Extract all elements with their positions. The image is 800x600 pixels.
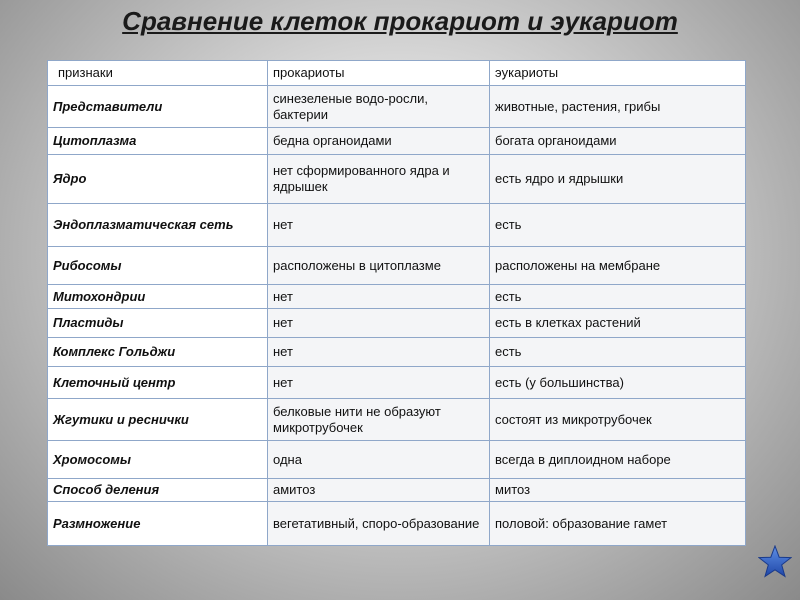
prokaryotes-cell: амитоз [268,479,490,502]
eukaryotes-cell: расположены на мембране [490,247,746,285]
table-row [48,441,746,479]
table-row [48,285,746,309]
prokaryotes-cell: нет [268,309,490,338]
header-features: признаки [48,61,268,86]
table-row [48,155,746,204]
table-row [48,479,746,502]
eukaryotes-cell: митоз [490,479,746,502]
prokaryotes-cell: расположены в цитоплазме [268,247,490,285]
eukaryotes-cell: всегда в диплоидном наборе [490,441,746,479]
table-row [48,338,746,367]
prokaryotes-cell: нет [268,204,490,247]
feature-cell: Рибосомы [48,247,268,285]
prokaryotes-cell: синезеленые водо-росли, бактерии [268,86,490,128]
eukaryotes-cell: есть [490,338,746,367]
prokaryotes-cell: нет [268,367,490,399]
prokaryotes-cell: белковые нити не образуют микротрубочек [268,399,490,441]
prokaryotes-cell: нет сформированного ядра и ядрышек [268,155,490,204]
feature-cell: Пластиды [48,309,268,338]
table-row [48,309,746,338]
prokaryotes-cell: одна [268,441,490,479]
feature-cell: Эндоплазматическая сеть [48,204,268,247]
eukaryotes-cell: половой: образование гамет [490,502,746,546]
eukaryotes-cell: богата органоидами [490,128,746,155]
comparison-table [47,60,746,546]
table-row [48,247,746,285]
eukaryotes-cell: есть ядро и ядрышки [490,155,746,204]
table-row [48,204,746,247]
eukaryotes-cell: есть в клетках растений [490,309,746,338]
comparison-table-container [47,60,745,546]
table-row [48,367,746,399]
feature-cell: Ядро [48,155,268,204]
feature-cell: Цитоплазма [48,128,268,155]
prokaryotes-cell: нет [268,285,490,309]
table-row [48,128,746,155]
eukaryotes-cell: состоят из микротрубочек [490,399,746,441]
table-row [48,399,746,441]
feature-cell: Жгутики и реснички [48,399,268,441]
feature-cell: Хромосомы [48,441,268,479]
prokaryotes-cell: вегетативный, споро-образование [268,502,490,546]
table-header-row [48,61,746,86]
eukaryotes-cell: есть [490,204,746,247]
table-row [48,86,746,128]
feature-cell: Представители [48,86,268,128]
table-row [48,502,746,546]
prokaryotes-cell: нет [268,338,490,367]
feature-cell: Размножение [48,502,268,546]
header-prokaryotes: прокариоты [268,61,490,86]
star-icon [758,545,792,579]
eukaryotes-cell: есть [490,285,746,309]
eukaryotes-cell: животные, растения, грибы [490,86,746,128]
feature-cell: Клеточный центр [48,367,268,399]
slide-title: Сравнение клеток прокариот и эукариот [122,6,678,36]
feature-cell: Способ деления [48,479,268,502]
header-eukaryotes: эукариоты [490,61,746,86]
prokaryotes-cell: бедна органоидами [268,128,490,155]
nav-star-button[interactable] [758,545,792,579]
feature-cell: Комплекс Гольджи [48,338,268,367]
feature-cell: Митохондрии [48,285,268,309]
eukaryotes-cell: есть (у большинства) [490,367,746,399]
